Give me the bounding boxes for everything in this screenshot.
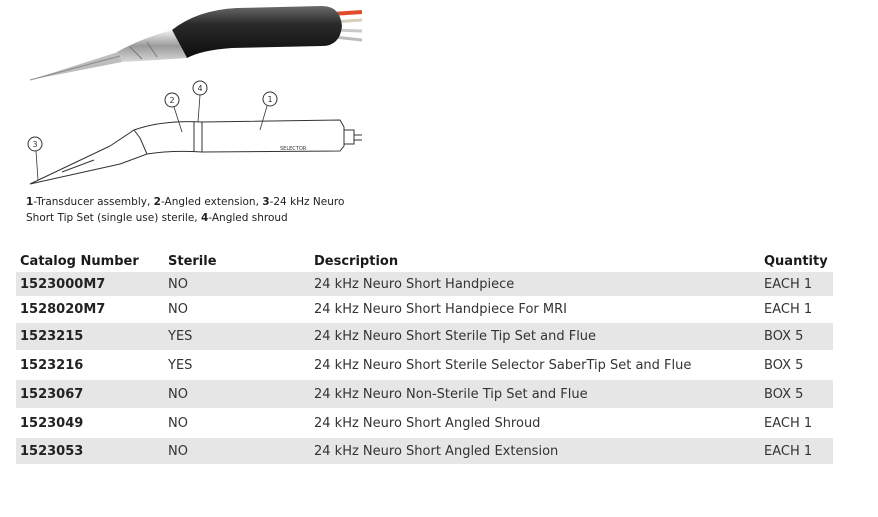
callout-3 bbox=[28, 137, 42, 180]
cell-catalog: 1523049 bbox=[20, 415, 84, 431]
table-header bbox=[16, 250, 833, 272]
callout-2 bbox=[165, 93, 182, 132]
cell-quantity: EACH 1 bbox=[764, 415, 813, 431]
cell-description: 24 kHz Neuro Short Sterile Selector SaberTip Set and Flue bbox=[314, 357, 692, 373]
cell-sterile: NO bbox=[168, 386, 188, 402]
handpiece-diagram bbox=[22, 80, 367, 192]
cell-sterile: NO bbox=[168, 415, 188, 431]
cell-description: 24 kHz Neuro Short Angled Extension bbox=[314, 443, 559, 459]
table-row bbox=[16, 351, 833, 380]
cell-description: 24 kHz Neuro Short Angled Shroud bbox=[314, 415, 541, 431]
table-row bbox=[16, 323, 833, 351]
cell-sterile: NO bbox=[168, 443, 188, 459]
cell-description: 24 kHz Neuro Short Handpiece bbox=[314, 276, 515, 292]
callout-4 bbox=[193, 81, 207, 122]
cell-description: 24 kHz Neuro Short Handpiece For MRI bbox=[314, 302, 567, 317]
svg-text:3: 3 bbox=[32, 140, 38, 149]
header-sterile: Sterile bbox=[168, 253, 217, 269]
svg-text:2: 2 bbox=[169, 96, 175, 105]
cell-quantity: EACH 1 bbox=[764, 302, 813, 317]
cell-quantity: BOX 5 bbox=[764, 386, 804, 402]
cell-catalog: 1528020M7 bbox=[20, 302, 106, 317]
cell-quantity: BOX 5 bbox=[764, 329, 804, 344]
cell-catalog: 1523216 bbox=[20, 357, 84, 373]
cell-sterile: YES bbox=[168, 329, 193, 344]
header-description: Description bbox=[314, 253, 399, 269]
catalog-table bbox=[16, 250, 833, 465]
table-row bbox=[16, 297, 833, 323]
header-catalog-number: Catalog Number bbox=[20, 253, 139, 269]
cell-sterile: YES bbox=[168, 357, 193, 373]
svg-text:1: 1 bbox=[267, 95, 273, 104]
cell-catalog: 1523215 bbox=[20, 329, 84, 344]
callout-1 bbox=[260, 92, 277, 130]
table-row bbox=[16, 272, 833, 297]
cell-description: 24 kHz Neuro Non-Sterile Tip Set and Flue bbox=[314, 386, 588, 402]
cell-catalog: 1523067 bbox=[20, 386, 84, 402]
handpiece-photo bbox=[22, 0, 362, 82]
table-row bbox=[16, 438, 833, 465]
header-quantity: Quantity bbox=[764, 253, 828, 269]
cell-sterile: NO bbox=[168, 276, 188, 292]
cell-sterile: NO bbox=[168, 302, 188, 317]
cell-quantity: EACH 1 bbox=[764, 276, 813, 292]
table-row bbox=[16, 380, 833, 409]
svg-text:4: 4 bbox=[197, 84, 203, 93]
cell-quantity: BOX 5 bbox=[764, 357, 804, 373]
cell-catalog: 1523000M7 bbox=[20, 276, 106, 292]
cell-description: 24 kHz Neuro Short Sterile Tip Set and Flue bbox=[314, 329, 597, 344]
figure-caption: 1-Transducer assembly, 2-Angled extension, 3-24 kHz Neuro Short Tip Set (single use) sterile, 4-Angled shroud bbox=[26, 196, 345, 224]
body-label: SELECTOR bbox=[280, 146, 307, 152]
cell-quantity: EACH 1 bbox=[764, 443, 813, 459]
table-row bbox=[16, 409, 833, 438]
cell-catalog: 1523053 bbox=[20, 443, 84, 459]
